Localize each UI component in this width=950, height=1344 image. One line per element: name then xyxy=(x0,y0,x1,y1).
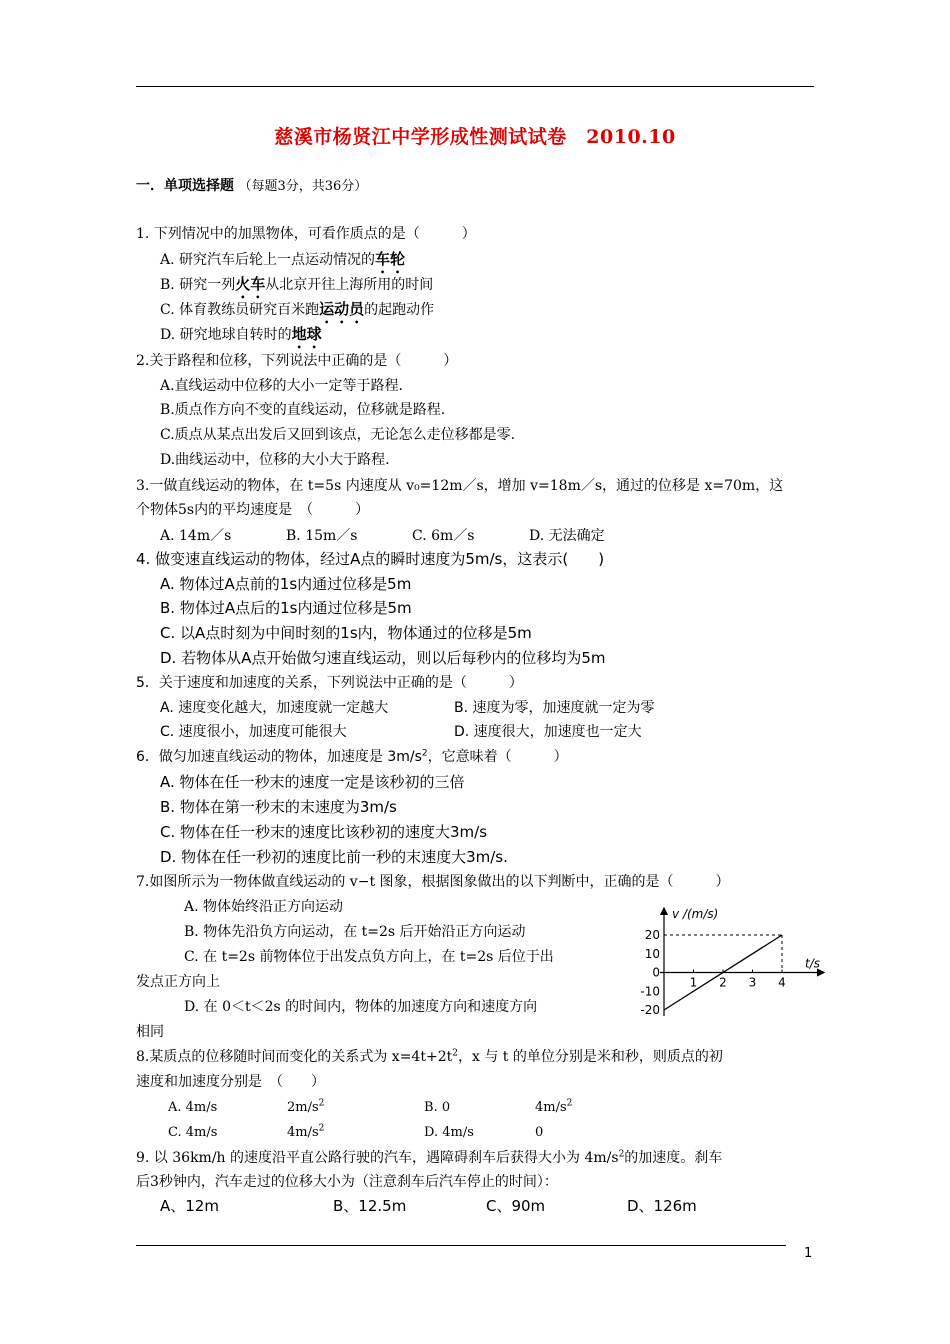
q7-option-a: A. 物体始终沿正方向运动 xyxy=(184,899,344,915)
section-note: （每题3分，共36分） xyxy=(238,179,368,194)
q3-option-c: C. 6m／s xyxy=(412,528,475,544)
q8-option-b-v: B. 0 xyxy=(424,1100,451,1115)
q8-option-a-v: A. 4m/s xyxy=(168,1100,218,1115)
q6-stem-rest: ，它意味着（ ） xyxy=(427,749,568,765)
q3-stem-line2: 个物体5s内的平均速度是 （ ） xyxy=(136,502,370,518)
y-tick-label: 20 xyxy=(644,928,660,942)
q8-stem-rest: ，x 与 t 的单位分别是米和秒，则质点的初 xyxy=(457,1049,723,1065)
exam-title: 慈溪市杨贤江中学形成性测试试卷 2010.10 xyxy=(274,126,676,148)
q4-option-a: A. 物体过A点前的1s内通过位移是5m xyxy=(160,575,412,593)
y-tick-label: 10 xyxy=(644,946,660,961)
q8-stem-text: 8.某质点的位移随时间而变化的关系式为 x=4t+2t xyxy=(136,1049,453,1065)
q1-stem: 1. 下列情况中的加黑物体，可看作质点的是（ ） xyxy=(136,226,476,242)
x-tick-label: 1 xyxy=(689,975,698,990)
q8-option-b-a xyxy=(535,1098,572,1118)
q7-option-c-line2: 发点正方向上 xyxy=(136,974,220,990)
q7-option-d-line2: 相同 xyxy=(136,1024,164,1040)
y-tick-label: -20 xyxy=(640,1003,660,1017)
q8-option-d-v: D. 4m/s xyxy=(424,1125,474,1140)
q4-stem: 4. 做变速直线运动的物体，经过A点的瞬时速度为5m/s，这表示( ) xyxy=(136,550,605,568)
q5-option-b: B. 速度为零，加速度就一定为零 xyxy=(454,700,655,716)
q4-option-d: D. 若物体从A点开始做匀速直线运动，则以后每秒内的位移均为5m xyxy=(160,649,606,667)
q5-option-a: A. 速度变化越大，加速度就一定越大 xyxy=(160,700,389,716)
q2-option-d: D.曲线运动中，位移的大小大于路程. xyxy=(160,452,390,468)
q1-b-bold: 火车 xyxy=(235,275,266,293)
q9-option-a: A、12m xyxy=(160,1197,219,1215)
graph-axes xyxy=(640,907,824,1017)
q8-stem-line2: 速度和加速度分别是 （ ） xyxy=(136,1074,325,1090)
q6-option-c: C. 物体在任一秒末的速度比该秒初的速度大3m/s xyxy=(160,823,488,841)
q2-option-b: B.质点作方向不变的直线运动，位移就是路程. xyxy=(160,402,446,418)
q8-stem-superscript: 2 xyxy=(452,1048,458,1059)
q3-option-d: D. 无法确定 xyxy=(529,528,605,544)
q8-a-accel: 2m/s xyxy=(287,1100,319,1115)
x-tick-label: 4 xyxy=(778,975,786,990)
q6-stem-text: 6．做匀加速直线运动的物体，加速度是 3m/s xyxy=(136,749,422,765)
q8-c-accel: 4m/s xyxy=(287,1125,319,1140)
q8-option-a-a xyxy=(287,1098,324,1118)
q7-option-d-line1: D. 在 0＜t＜2s 的时间内，物体的加速度方向和速度方向 xyxy=(184,999,538,1015)
q2-option-a: A.直线运动中位移的大小一定等于路程. xyxy=(160,378,404,394)
q1-option-c xyxy=(160,299,434,327)
q6-option-b: B. 物体在第一秒末的末速度为3m/s xyxy=(160,798,397,816)
q3-option-a: A. 14m／s xyxy=(160,528,232,544)
q5-option-d: D. 速度很大，加速度也一定大 xyxy=(454,724,642,740)
q6-stem xyxy=(136,747,568,767)
q7-option-b: B. 物体先沿负方向运动，在 t=2s 后开始沿正方向运动 xyxy=(184,924,526,940)
q9-option-d: D、126m xyxy=(627,1197,697,1215)
q5-stem: 5．关于速度和加速度的关系，下列说法中正确的是（ ） xyxy=(136,675,523,691)
q9-stem-line2: 后3秒钟内，汽车走过的位移大小为（注意刹车后汽车停止的时间）： xyxy=(136,1174,558,1190)
q1-option-b xyxy=(160,274,433,302)
q2-option-c: C.质点从某点出发后又回到该点，无论怎么走位移都是零. xyxy=(160,427,516,443)
q1-a-bold: 车轮 xyxy=(375,250,406,268)
q1-option-a xyxy=(160,249,405,277)
x-tick-label: 3 xyxy=(748,975,757,990)
q7-stem: 7.如图所示为一物体做直线运动的 v−t 图象，根据图象做出的以下判断中，正确的是（ ） xyxy=(136,874,730,890)
y-axis-label: v /(m/s) xyxy=(672,907,719,921)
q6-stem-superscript: 2 xyxy=(421,748,428,759)
section-title: 一．单项选择题 xyxy=(136,178,234,194)
vt-graph xyxy=(624,902,832,1028)
q1-c-bold: 运动员 xyxy=(319,300,365,318)
section-heading xyxy=(136,176,367,197)
q8-a-sup: 2 xyxy=(318,1098,325,1109)
q5-option-c: C. 速度很小，加速度可能很大 xyxy=(160,724,347,740)
page-number: 1 xyxy=(804,1246,813,1261)
q1-c-rest: 的起跑动作 xyxy=(364,302,435,318)
q9-option-c: C、90m xyxy=(486,1197,546,1215)
q8-b-accel: 4m/s xyxy=(535,1100,567,1115)
q9-stem-text: 9. 以 36km/h 的速度沿平直公路行驶的汽车，遇障碍刹车后获得大小为 4m/s xyxy=(136,1150,619,1166)
q1-b-rest: 从北京开往上海所用的时间 xyxy=(265,277,434,293)
q1-a-text: A. 研究汽车后轮上一点运动情况的 xyxy=(160,252,376,268)
y-tick-label: -10 xyxy=(640,984,660,999)
q8-option-c-v: C. 4m/s xyxy=(168,1125,218,1140)
q4-option-b: B. 物体过A点后的1s内通过位移是5m xyxy=(160,599,412,617)
q4-option-c: C. 以A点时刻为中间时刻的1s内，物体通过的位移是5m xyxy=(160,624,532,642)
q1-option-d xyxy=(160,324,322,352)
header-rule xyxy=(136,86,814,87)
footer-rule xyxy=(136,1245,786,1246)
q1-c-text: C. 体育教练员研究百米跑 xyxy=(160,302,320,318)
q3-option-b: B. 15m／s xyxy=(286,528,358,544)
q2-stem: 2.关于路程和位移，下列说法中正确的是（ ） xyxy=(136,353,458,369)
q9-stem-rest: 的加速度。刹车 xyxy=(624,1150,723,1166)
q8-option-d-a: 0 xyxy=(535,1125,544,1140)
q1-b-text: B. 研究一列 xyxy=(160,277,236,293)
q1-d-bold: 地球 xyxy=(291,325,322,343)
q7-option-c-line1: C. 在 t=2s 前物体位于出发点负方向上，在 t=2s 后位于出 xyxy=(184,949,554,965)
q8-option-c-a xyxy=(287,1123,324,1143)
q8-stem-line1 xyxy=(136,1047,723,1067)
q9-option-b: B、12.5m xyxy=(333,1197,407,1215)
q9-stem-line1 xyxy=(136,1148,722,1168)
q6-option-a: A. 物体在任一秒末的速度一定是该秒初的三倍 xyxy=(160,773,465,791)
y-tick-label: 0 xyxy=(652,965,660,980)
q3-stem-line1: 3.一做直线运动的物体，在 t=5s 内速度从 v₀=12m／s，增加 v=18m／s，通过的位移是 x=70m，这 xyxy=(136,478,784,494)
x-tick-label: 2 xyxy=(719,975,727,990)
q8-b-sup: 2 xyxy=(566,1098,573,1109)
q1-d-text: D. 研究地球自转时的 xyxy=(160,327,292,343)
q9-stem-superscript: 2 xyxy=(618,1149,625,1160)
q8-c-sup: 2 xyxy=(318,1123,325,1134)
q6-option-d: D. 物体在任一秒初的速度比前一秒的末速度大3m/s. xyxy=(160,848,508,866)
x-axis-label: t/s xyxy=(805,956,820,971)
